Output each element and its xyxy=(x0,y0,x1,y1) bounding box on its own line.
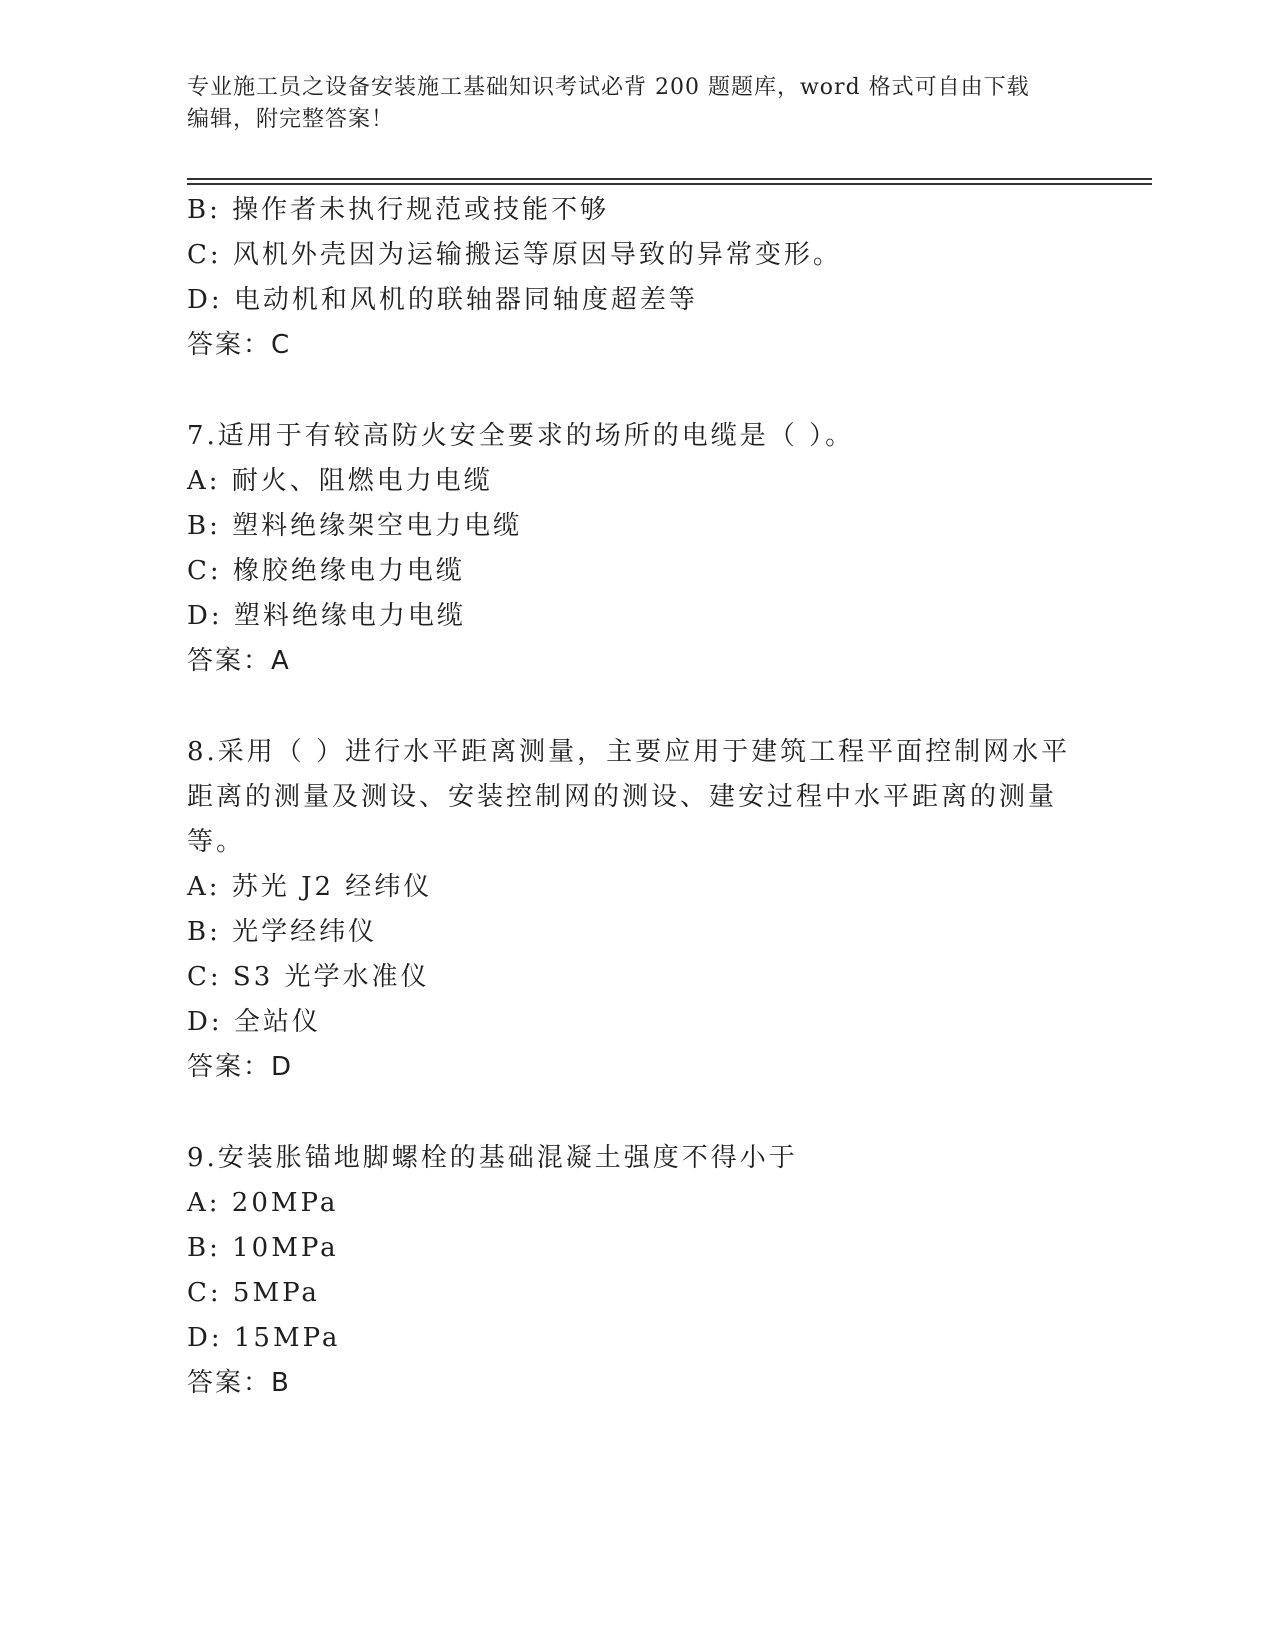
document-header xyxy=(187,72,1087,136)
option-c: C: 风机外壳因为运输搬运等原因导致的异常变形。 xyxy=(187,240,842,270)
option-d: D: 电动机和风机的联轴器同轴度超差等 xyxy=(187,285,698,315)
question-block-8 xyxy=(187,730,1087,1090)
answer-label: 答案：C xyxy=(187,330,292,360)
answer-label: 答案：A xyxy=(187,646,291,676)
option-b: B: 操作者未执行规范或技能不够 xyxy=(187,195,610,225)
answer-label: 答案：B xyxy=(187,1368,291,1398)
question-block-6-partial xyxy=(187,188,1087,368)
answer-label: 答案：D xyxy=(187,1052,294,1082)
option-a: A: 苏光 J2 经纬仪 xyxy=(187,872,433,902)
exam-content xyxy=(187,188,1087,1406)
header-title-line-2: 编辑，附完整答案！ xyxy=(187,107,395,132)
option-c: C: 5MPa xyxy=(187,1278,320,1308)
question-block-9 xyxy=(187,1136,1087,1406)
header-divider-top xyxy=(187,178,1152,180)
option-c: C: 橡胶绝缘电力电缆 xyxy=(187,556,465,586)
option-b: B: 塑料绝缘架空电力电缆 xyxy=(187,511,523,541)
option-d: D: 15MPa xyxy=(187,1323,341,1353)
question-text: 7.适用于有较高防火安全要求的场所的电缆是（ ）。 xyxy=(187,421,855,451)
question-text: 9.安装胀锚地脚螺栓的基础混凝土强度不得小于 xyxy=(187,1143,798,1173)
option-a: A: 20MPa xyxy=(187,1188,339,1218)
option-d: D: 塑料绝缘电力电缆 xyxy=(187,601,466,631)
option-b: B: 光学经纬仪 xyxy=(187,917,378,947)
header-title-line-1: 专业施工员之设备安装施工基础知识考试必背 200 题题库，word 格式可自由下载 xyxy=(187,75,1030,100)
option-a: A: 耐火、阻燃电力电缆 xyxy=(187,466,493,496)
header-divider-bottom xyxy=(187,183,1152,185)
question-text: 8.采用（ ）进行水平距离测量，主要应用于建筑工程平面控制网水平距离的测量及测设、安装控制网的测设、建安过程中水平距离的测量等。 xyxy=(187,737,1071,857)
option-c: C: S3 光学水准仪 xyxy=(187,962,430,992)
option-b: B: 10MPa xyxy=(187,1233,339,1263)
option-d: D: 全站仪 xyxy=(187,1007,321,1037)
question-block-7 xyxy=(187,414,1087,684)
